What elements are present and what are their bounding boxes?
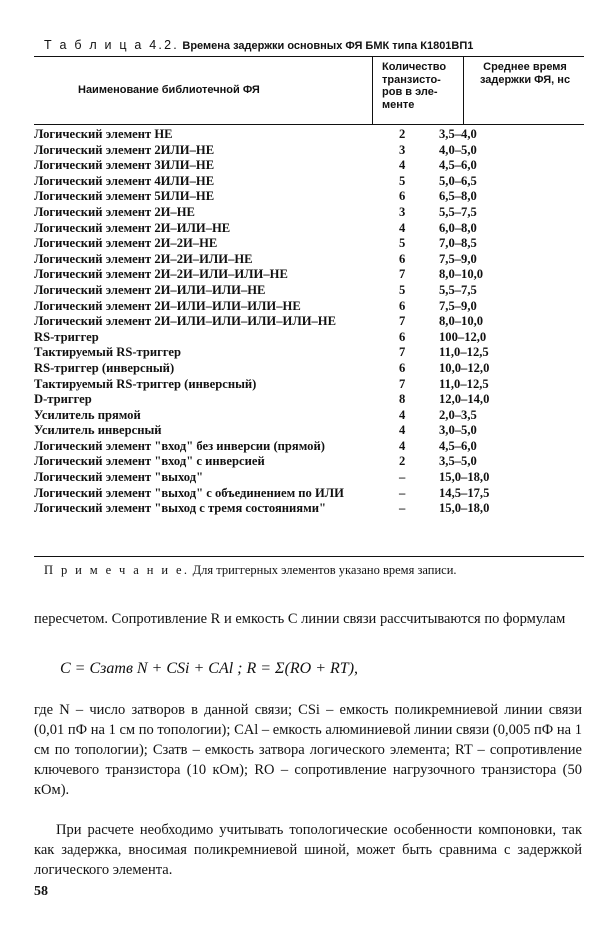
row-count: 6 [399,360,406,375]
table-row [34,361,584,377]
table-row [34,377,584,393]
row-name: Логический элемент 2И–2И–ИЛИ–ИЛИ–НЕ [34,267,288,282]
row-delay: 100–12,0 [439,329,487,344]
row-name: Логический элемент 2И–ИЛИ–ИЛИ–НЕ [34,282,266,297]
row-name: Логический элемент 4ИЛИ–НЕ [34,173,215,188]
note-label: П р и м е ч а н и е. [44,563,190,577]
row-count: 2 [399,127,406,141]
paragraph-3: При расчете необходимо учитывать топологические особенности компоновки, так как задержка, вносимая поликремниевой шиной, может быть сравнима с задержкой логического элемента. [34,822,582,878]
row-delay: 4,0–5,0 [439,142,477,157]
table-row [34,189,584,205]
table-row [34,158,584,174]
row-name: Логический элемент 3ИЛИ–НЕ [34,158,215,173]
formula: C = Cзатв N + CSi + CAl ; R = Σ(RO + RT), [60,660,359,677]
table-row [34,486,584,502]
header-bottom-rule [34,124,584,125]
header-count: Количество транзисто- ров в эле- менте [382,61,447,111]
table-row [34,470,584,486]
row-delay: 2,0–3,5 [439,407,477,422]
row-count: 7 [399,376,406,391]
row-count: – [399,485,406,500]
header-delay: Среднее время задержки ФЯ, нс [479,61,571,86]
note-text: Для триггерных элементов указано время записи. [192,563,457,577]
row-name: Логический элемент 2И–ИЛИ–ИЛИ–ИЛИ–ИЛИ–НЕ [34,314,336,329]
row-delay: 8,0–10,0 [439,314,484,329]
table-row [34,205,584,221]
row-name: Логический элемент 5ИЛИ–НЕ [34,189,215,204]
table-note [44,563,457,578]
row-name: Логический элемент "выход с тремя состояниями" [34,501,326,516]
row-delay: 6,5–8,0 [439,189,477,204]
header-name: Наименование библиотечной ФЯ [78,84,260,96]
table-row [34,330,584,346]
row-delay: 3,5–4,0 [439,127,477,141]
row-count: 3 [399,142,406,157]
row-name: Логический элемент "вход" с инверсией [34,454,265,469]
row-count: 4 [399,220,406,235]
row-delay: 8,0–10,0 [439,267,484,282]
row-delay: 14,5–17,5 [439,485,490,500]
table-bottom-rule [34,556,584,557]
row-delay: 3,5–5,0 [439,454,477,469]
table-row [34,408,584,424]
row-name: D-триггер [34,392,92,407]
row-count: 4 [399,407,406,422]
row-name: RS-триггер [34,329,99,344]
row-count: 7 [399,267,406,282]
row-count: 6 [399,298,406,313]
row-delay: 7,5–9,0 [439,251,477,266]
table-row [34,299,584,315]
table-row [34,267,584,283]
row-name: Логический элемент 2ИЛИ–НЕ [34,142,215,157]
page-number: 58 [34,884,48,899]
row-count: – [399,470,406,485]
table-row [34,283,584,299]
table-caption-title: Времена задержки основных ФЯ БМК типа К1801ВП1 [182,40,474,52]
column-divider [463,56,464,124]
row-count: 7 [399,314,406,329]
row-delay: 11,0–12,5 [439,376,489,391]
row-name: Логический элемент "вход" без инверсии (прямой) [34,438,325,453]
row-name: Логический элемент 2И–ИЛИ–НЕ [34,220,231,235]
row-delay: 12,0–14,0 [439,392,490,407]
row-name: Логический элемент 2И–2И–НЕ [34,236,218,251]
table-top-rule [34,56,584,57]
table-row [34,221,584,237]
row-count: 4 [399,438,406,453]
row-delay: 5,5–7,5 [439,204,477,219]
row-count: 4 [399,158,406,173]
table-caption [44,38,584,52]
paragraph-1: пересчетом. Сопротивление R и емкость C линии связи рассчитываются по формулам [34,611,566,627]
table-row [34,392,584,408]
column-divider [372,56,373,124]
table-row [34,439,584,455]
row-delay: 4,5–6,0 [439,158,477,173]
row-delay: 15,0–18,0 [439,470,490,485]
row-name: Логический элемент НЕ [34,127,173,141]
row-count: 5 [399,236,406,251]
table-row [34,423,584,439]
row-name: Тактируемый RS-триггер (инверсный) [34,376,257,391]
row-count: 6 [399,329,406,344]
row-delay: 7,0–8,5 [439,236,477,251]
row-delay: 6,0–8,0 [439,220,477,235]
row-name: RS-триггер (инверсный) [34,360,175,375]
delay-table [34,127,584,517]
table-row [34,127,584,143]
row-delay: 15,0–18,0 [439,501,490,516]
row-delay: 10,0–12,0 [439,360,490,375]
row-count: 2 [399,454,406,469]
row-count: 5 [399,173,406,188]
row-name: Логический элемент 2И–2И–ИЛИ–НЕ [34,251,253,266]
table-row [34,345,584,361]
row-name: Логический элемент "выход" [34,470,204,485]
row-name: Логический элемент "выход" с объединением по ИЛИ [34,485,344,500]
row-count: – [399,501,406,516]
table-row [34,501,584,517]
row-count: 4 [399,423,406,438]
row-name: Тактируемый RS-триггер [34,345,181,360]
row-delay: 5,5–7,5 [439,282,477,297]
table-caption-label: Т а б л и ц а 4.2. [44,38,179,52]
table-row [34,252,584,268]
row-name: Усилитель прямой [34,407,141,422]
row-delay: 5,0–6,5 [439,173,477,188]
table-row [34,236,584,252]
row-name: Усилитель инверсный [34,423,162,438]
table-row [34,143,584,159]
row-count: 3 [399,204,406,219]
row-count: 5 [399,282,406,297]
row-delay: 7,5–9,0 [439,298,477,313]
row-delay: 3,0–5,0 [439,423,477,438]
row-count: 7 [399,345,406,360]
row-name: Логический элемент 2И–НЕ [34,204,195,219]
table-row [34,314,584,330]
row-count: 6 [399,251,406,266]
row-count: 6 [399,189,406,204]
paragraph-2: где N – число затворов в данной связи; CSi – емкость поликремниевой линии связи (0,01 пФ на 1 см по топологии); CAl – емкость алюминиевой линии связи (0,005 пФ на 1 см по топологии); Cзатв – емкость затвора логического элемента; RT – сопротивление ключевого транзистора (10 кОм); RO – сопротивление нагрузочного транзистора (50 кОм). [34,702,582,798]
table-row [34,174,584,190]
row-delay: 4,5–6,0 [439,438,477,453]
row-name: Логический элемент 2И–ИЛИ–ИЛИ–ИЛИ–НЕ [34,298,301,313]
table-row [34,454,584,470]
row-delay: 11,0–12,5 [439,345,489,360]
row-count: 8 [399,392,406,407]
